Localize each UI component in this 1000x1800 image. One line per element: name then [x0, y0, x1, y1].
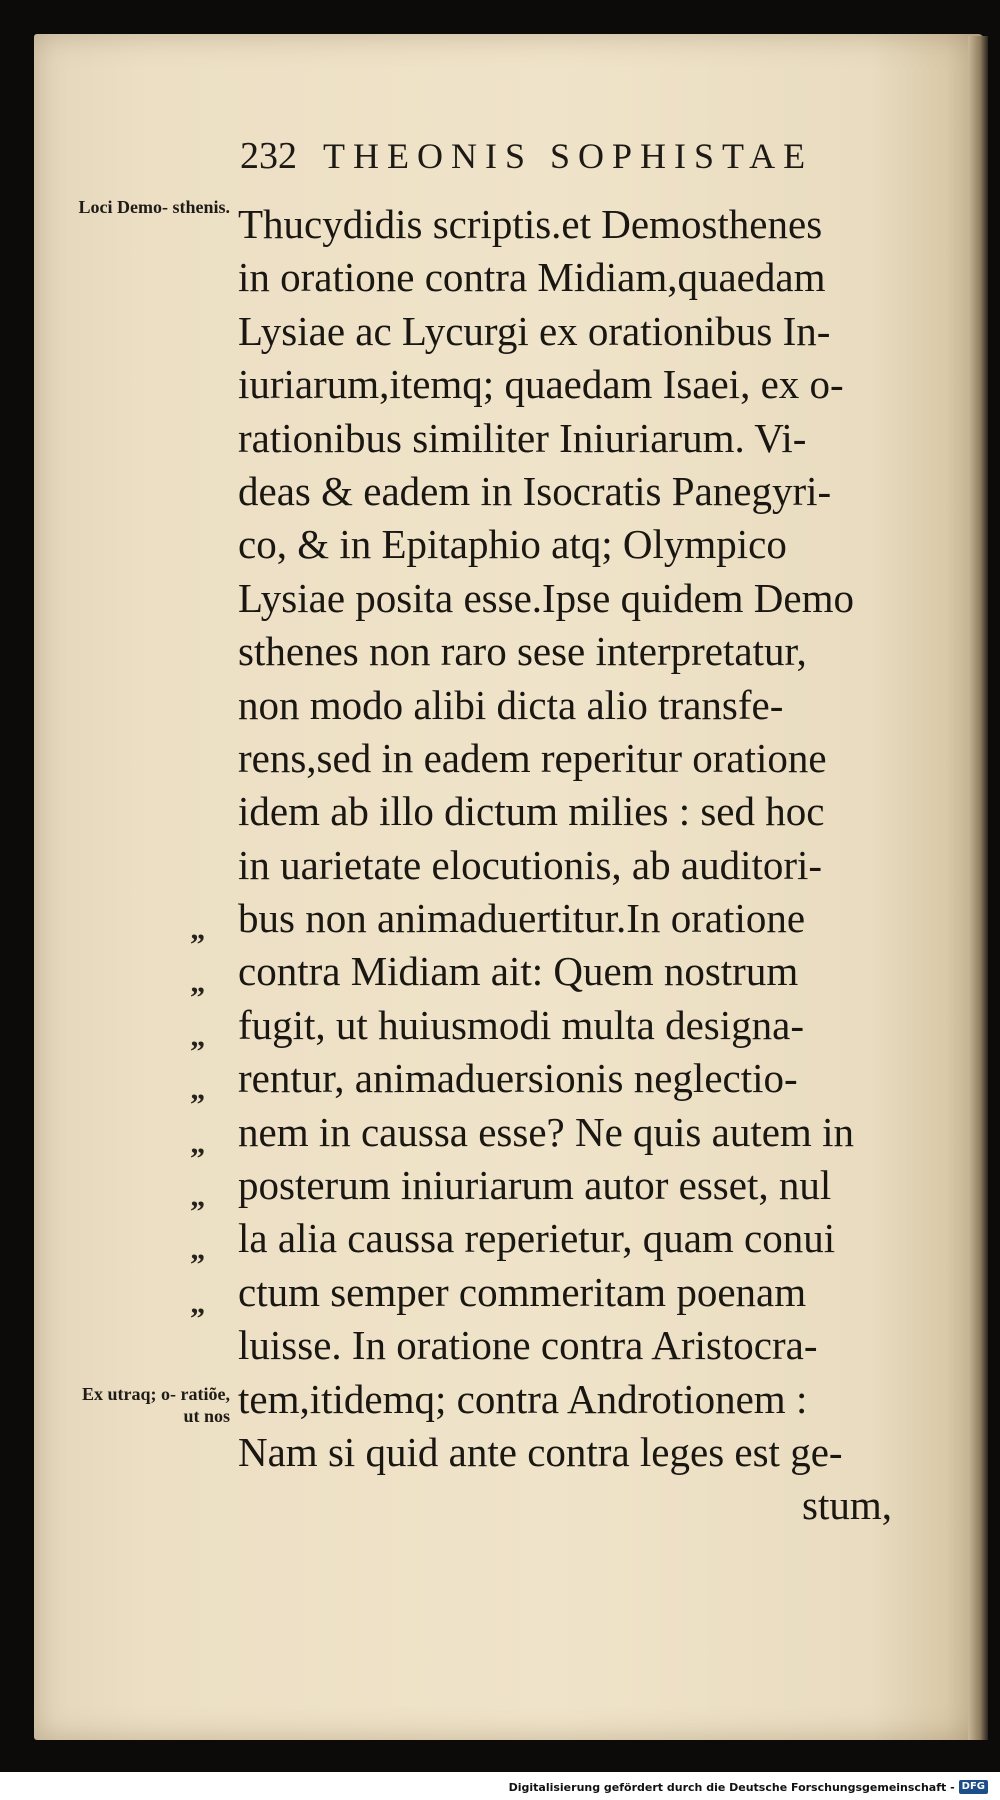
- quote-mark: ”: [190, 928, 205, 961]
- text-line: tem,itidemq; contra Androtionem :: [238, 1375, 808, 1422]
- text-line: bus non animaduertitur.In oratione: [238, 895, 806, 942]
- dfg-logo: DFG: [959, 1780, 988, 1794]
- text-line: Lysiae ac Lycurgi ex orationibus In-: [238, 307, 831, 354]
- quote-mark: ”: [190, 1088, 205, 1121]
- text-line: nem in caussa esse? Ne quis autem in: [238, 1108, 854, 1155]
- text-line: iuriarum,itemq; quaedam Isaei, ex o-: [238, 361, 844, 408]
- quote-mark: ”: [190, 1142, 205, 1175]
- text-line: Nam si quid ante contra leges est ge-: [238, 1428, 843, 1475]
- text-line: sthenes non raro sese interpretatur,: [238, 628, 807, 675]
- running-title: THEONIS SOPHISTAE: [323, 136, 814, 176]
- page-header: [240, 134, 900, 184]
- page-number: 232: [240, 135, 297, 177]
- text-line: la alia caussa reperietur, quam conui: [238, 1215, 836, 1262]
- quote-mark: ”: [190, 1035, 205, 1068]
- quote-mark: ”: [190, 1302, 205, 1335]
- text-line: Lysiae posita esse.Ipse quidem Demo: [238, 574, 855, 621]
- text-line: Thucydidis scriptis.et Demosthenes: [238, 201, 823, 247]
- margin-note-loci: Loci Demo- sthenis.: [78, 197, 230, 217]
- text-line: fugit, ut huiusmodi multa designa-: [238, 1001, 804, 1048]
- text-line: contra Midiam ait: Quem nostrum: [238, 948, 799, 995]
- text-line: idem ab illo dictum milies : sed hoc: [238, 788, 825, 835]
- body-text: [238, 198, 910, 1533]
- text-line: rentur, animaduersionis neglectio-: [238, 1055, 798, 1102]
- quote-mark: ”: [190, 1248, 205, 1281]
- text-line: rens,sed in eadem reperitur oratione: [238, 734, 827, 781]
- text-line: in oratione contra Midiam,quaedam: [238, 254, 826, 301]
- text-line: deas & eadem in Isocratis Panegyri-: [238, 467, 832, 514]
- text-line: luisse. In oratione contra Aristocra-: [238, 1322, 818, 1369]
- text-line: ctum semper commeritam poenam: [238, 1268, 807, 1315]
- credit-text: Digitalisierung gefördert durch die Deutsche Forschungsgemeinschaft -: [508, 1780, 955, 1794]
- text-line: rationibus similiter Iniuriarum. Vi-: [238, 414, 807, 461]
- margin-note-ex-utraque: Ex utraq; o- ratiõe, ut nos: [82, 1384, 230, 1426]
- page-edge: [968, 36, 988, 1740]
- quote-mark: ”: [190, 1195, 205, 1228]
- text-line: in uarietate elocutionis, ab auditori-: [238, 841, 823, 888]
- text-line: co, & in Epitaphio atq; Olympico: [238, 521, 787, 568]
- catchword: stum,: [802, 1482, 892, 1529]
- text-line: non modo alibi dicta alio transfe-: [238, 681, 784, 728]
- quote-mark: ”: [190, 981, 205, 1014]
- digitization-credit: [505, 1778, 992, 1796]
- text-line: posterum iniuriarum autor esset, nul: [238, 1162, 832, 1209]
